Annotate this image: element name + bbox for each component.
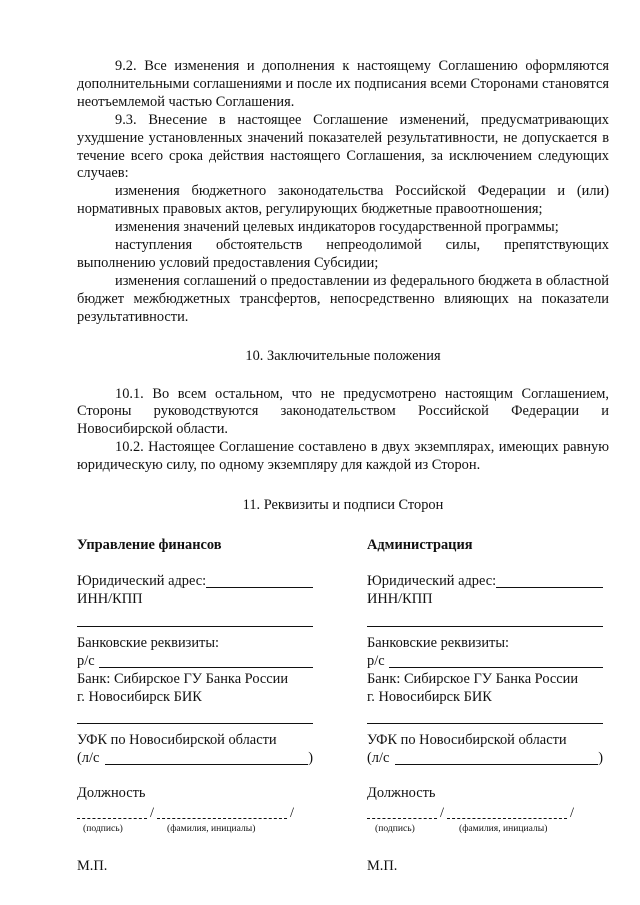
party-right <box>367 537 609 876</box>
party-left-seal: М.П. <box>77 858 108 875</box>
fullname-line <box>447 806 567 819</box>
caption-signature: (подпись) <box>375 823 415 835</box>
paragraph-10-2: 10.2. Настоящее Соглашение составлено в двух экземплярах, имеющих равную юридическую силу, по одному экземпляру для каждой из Сторон. <box>77 439 609 474</box>
party-left-city-bik: г. Новосибирск БИК <box>77 688 202 705</box>
party-right-title: Администрация <box>367 536 473 553</box>
party-left-position: Должность <box>77 785 146 802</box>
legal-address-line <box>206 573 313 588</box>
exception-case-4: изменения соглашений о предоставлении из федерального бюджета в областной бюджет межбюджетных трансфертов, непосредственно влияющих на показатели результативности. <box>77 272 609 325</box>
legal-address-label: Юридический адрес: <box>367 572 497 589</box>
exception-case-3: наступления обстоятельств непреодолимой силы, препятствующих выполнению условий предоставления Субсидии; <box>77 237 609 271</box>
paragraph-9-3: 9.3. Внесение в настоящее Соглашение изменений, предусматривающих ухудшение установленных значений показателей результативности, не допускается в течение всего срока действия настоящего Соглашения, за исключением следующих случаев: <box>77 111 609 182</box>
ls-line <box>395 750 598 765</box>
account-line <box>389 653 603 668</box>
party-left-bank-details: Банковские реквизиты: <box>77 634 219 651</box>
ls-line <box>105 750 308 765</box>
party-left-bik-line <box>77 706 313 724</box>
party-right-inn: ИНН/КПП <box>367 590 433 607</box>
party-right-captions <box>367 823 609 834</box>
party-right-seal: М.П. <box>367 858 398 875</box>
party-right-bank-details: Банковские реквизиты: <box>367 634 509 651</box>
legal-address-line <box>496 573 603 588</box>
signature-line <box>367 806 437 819</box>
party-right-account <box>367 653 603 671</box>
party-left-captions <box>77 823 367 834</box>
party-right-bank: Банк: Сибирское ГУ Банка России <box>367 670 579 687</box>
party-left-bank: Банк: Сибирское ГУ Банка России <box>77 670 289 687</box>
party-right-ls <box>367 750 603 768</box>
party-left-account <box>77 653 313 671</box>
section-11-heading: 11. Реквизиты и подписи Сторон <box>242 497 444 514</box>
legal-address-label: Юридический адрес: <box>77 572 207 589</box>
party-left <box>77 537 367 876</box>
caption-fullname: (фамилия, инициалы) <box>167 823 256 835</box>
party-left-legal-address <box>77 573 313 591</box>
party-right-inn-line <box>367 609 603 627</box>
paragraph-10-1: 10.1. Во всем остальном, что не предусмотрено настоящим Соглашением, Стороны руководствуются законодательством Российской Федерации и Новосибирской области. <box>77 385 609 438</box>
party-left-signature-row: / / <box>77 805 367 823</box>
signature-line <box>77 806 147 819</box>
party-right-legal-address <box>367 573 603 591</box>
party-right-ufk: УФК по Новосибирской области <box>367 732 567 749</box>
caption-fullname: (фамилия, инициалы) <box>459 823 548 835</box>
party-right-bik-line <box>367 706 603 724</box>
party-left-title: Управление финансов <box>77 536 222 553</box>
exception-case-2: изменения значений целевых индикаторов государственной программы; <box>115 219 559 236</box>
party-left-ls <box>77 750 313 768</box>
exception-case-1: изменения бюджетного законодательства Российской Федерации и (или) нормативных правовых актов, регулирующих бюджетные правоотношения; <box>77 183 609 218</box>
caption-signature: (подпись) <box>83 823 123 835</box>
account-label: р/с <box>367 652 385 669</box>
party-right-position: Должность <box>367 785 436 802</box>
ls-close-label: ) <box>598 750 603 767</box>
party-left-inn-line <box>77 609 313 627</box>
signature-columns <box>77 537 609 876</box>
fullname-line <box>157 806 287 819</box>
party-left-inn: ИНН/КПП <box>77 590 143 607</box>
paragraph-9-2: 9.2. Все изменения и дополнения к настоящему Соглашению оформляются дополнительными соглашениями и после их подписания всеми Сторонами становятся неотъемлемой частью Соглашения. <box>77 58 609 110</box>
ls-close-label: ) <box>308 750 313 767</box>
account-line <box>99 653 313 668</box>
section-10-heading: 10. Заключительные положения <box>245 347 441 364</box>
account-label: р/с <box>77 652 95 669</box>
ls-open-label: (л/с <box>367 750 390 767</box>
party-right-city-bik: г. Новосибирск БИК <box>367 688 492 705</box>
party-left-ufk: УФК по Новосибирской области <box>77 732 277 749</box>
party-right-signature-row: / / <box>367 805 609 823</box>
ls-open-label: (л/с <box>77 750 100 767</box>
